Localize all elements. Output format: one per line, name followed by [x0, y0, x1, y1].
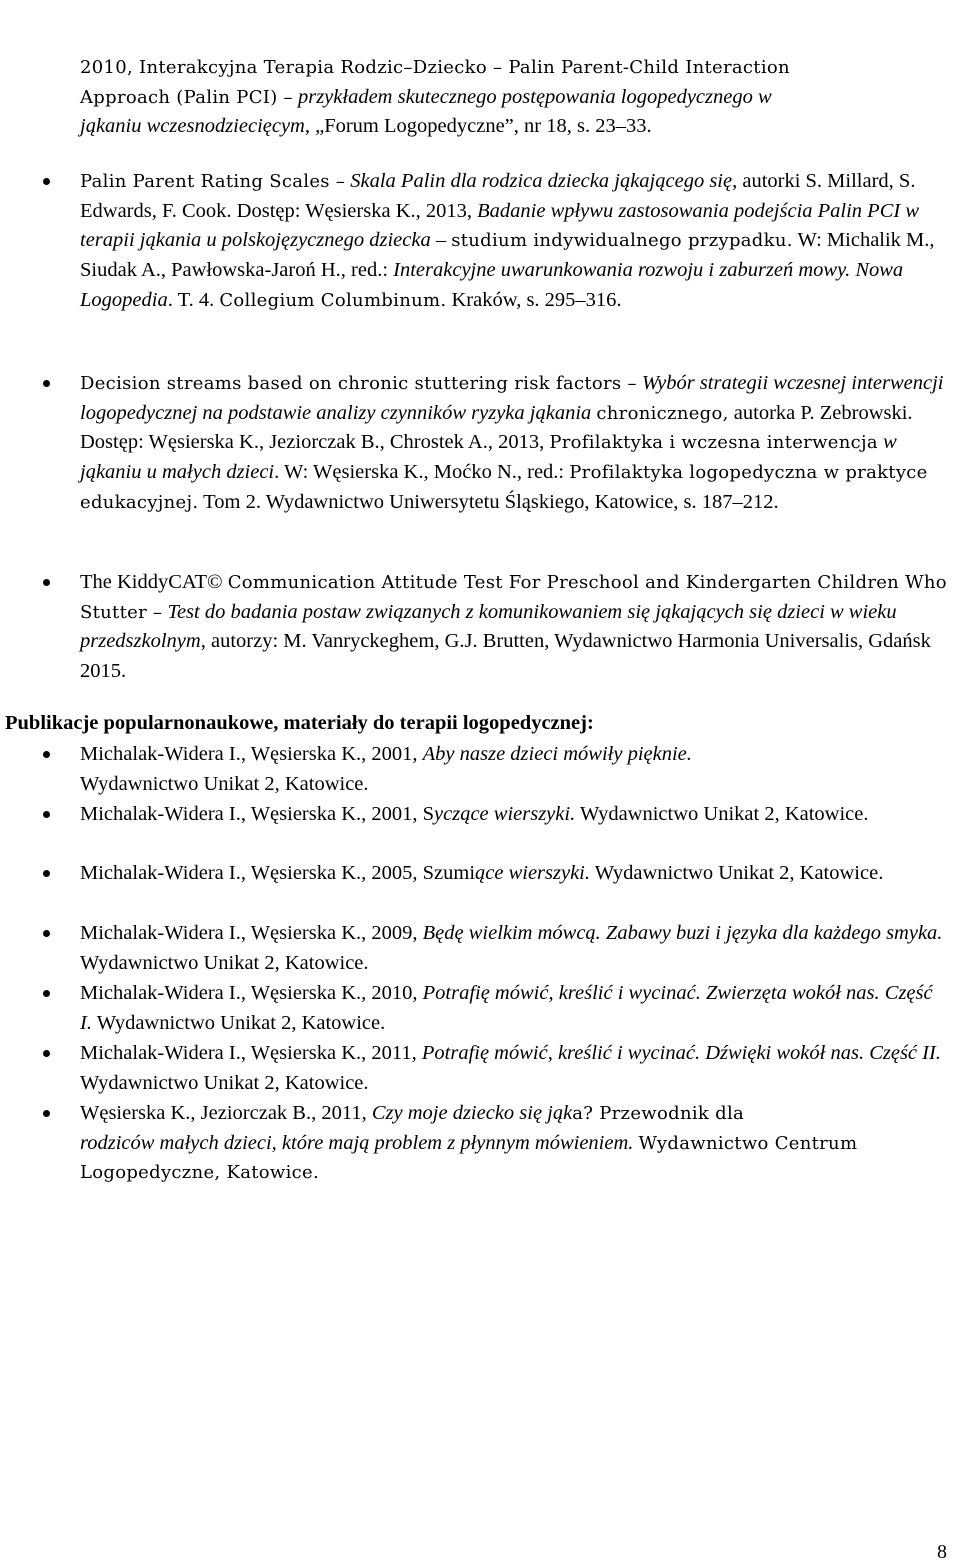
list-item [80, 167, 948, 316]
item-title: Test do badania postaw związanych z komunikowaniem się jąkających się dzieci w wieku przedszkolnym [80, 600, 897, 653]
item-text: Michalak-Widera I., Węsierska K., 2001, [80, 743, 418, 765]
item-text: Communication Attitude Test For Preschool and Kindergarten Children Who Stutter – [80, 572, 947, 623]
continued-entry-italic: jąkaniu wczesnodziecięcym, [80, 115, 310, 138]
item-text: . W: Węsierska K., Moćko N., red.: [274, 461, 565, 484]
item-text: , autorzy: M. Vanryckeghem, G.J. Brutten, Wydawnictwo Harmonia Universalis, Gdańsk 2015. [80, 630, 931, 683]
item-title: ące wierszyki. [475, 862, 591, 884]
bullet-icon [43, 990, 50, 997]
bullet-icon [43, 380, 50, 387]
item-text: The KiddyCAT© [80, 571, 223, 593]
bullet-icon [43, 870, 50, 877]
item-title: Interakcyjne uwarunkowania rozwoju i zaburzeń mowy. Nowa Logopedia [80, 259, 904, 311]
item-text: Profilaktyka i wczesna interwencja [549, 432, 878, 454]
item-title: Potrafię mówić, kreślić i wycinać. Dźwięki wokół nas. Część II. [421, 1042, 941, 1064]
item-text: . T. 4. [167, 288, 215, 311]
item-text: Collegium Columbinum. [219, 289, 447, 311]
item-title: yczące wierszyki. [434, 803, 576, 825]
list-item [80, 800, 948, 830]
item-title: Skala Palin dla rodzica dziecka jąkającego się [350, 170, 733, 192]
bullet-icon [43, 751, 50, 758]
item-text: chronicznego, [596, 402, 729, 424]
item-text: Michalak-Widera I., Węsierska K., 2010, [80, 982, 418, 1004]
item-text: autorka P. Zebrowski. Dostęp: Węsierska K., Jeziorczak B., Chrostek A., 2013, [80, 401, 913, 454]
list-item [80, 859, 948, 889]
item-title: Czy moje dziecko się jąk [371, 1102, 573, 1124]
bullet-icon [43, 579, 50, 586]
item-title: rodziców małych dzieci, które mają problem z płynnym mówieniem. [80, 1131, 634, 1154]
bullet-icon [43, 1110, 50, 1117]
item-text: Michalak-Widera I., Węsierska K., 2011, [80, 1042, 417, 1064]
continued-entry-line: 2010, Interakcyjna Terapia Rodzic–Dziecko – Palin Parent-Child Interaction [80, 57, 790, 78]
list-item [80, 369, 948, 518]
list-item [80, 919, 948, 978]
continued-entry-text: Approach (Palin PCI) – [80, 86, 293, 108]
item-text: Michalak-Widera I., Węsierska K., 2009, [80, 922, 418, 944]
item-text: Wydawnictwo Centrum Logopedyczne, Katowice. [80, 1132, 858, 1184]
item-text: Michalak-Widera I., Węsierska K., 2005, Szumi [80, 862, 476, 884]
item-title: Aby nasze dzieci mówiły pięknie. [422, 743, 692, 765]
item-text: Profilaktyka logopedyczna w praktyce edukacyjnej. [80, 462, 928, 513]
item-title: Potrafię mówić, kreślić i wycinać. Zwierzęta wokół nas. Część I. [80, 982, 933, 1034]
bullet-icon [43, 930, 50, 937]
item-text: Wydawnictwo Unikat 2, Katowice. [80, 772, 369, 795]
continued-entry-source: „Forum Logopedyczne”, nr 18, s. 23–33. [315, 115, 652, 138]
item-title: Wybór strategii wczesnej interwencji logopedycznej na podstawie analizy czynników ryzyka jąkania [80, 372, 944, 424]
continued-entry-italic: przykładem skutecznego postępowania logopedycznego w [297, 85, 772, 108]
item-text: Tom 2. Wydawnictwo Uniwersytetu Śląskiego, Katowice, s. 187–212. [203, 490, 779, 513]
bullet-icon [43, 811, 50, 818]
item-text: Wydawnictwo Unikat 2, Katowice. [594, 862, 884, 884]
item-text: Kraków, s. 295–316. [451, 288, 622, 311]
list-item [80, 568, 948, 687]
item-text: Wydawnictwo Unikat 2, Katowice. [96, 1011, 386, 1034]
continued-entry [80, 53, 948, 142]
item-text: Palin Parent Rating Scales – [80, 171, 346, 192]
item-text: Wydawnictwo Unikat 2, Katowice. [80, 951, 369, 974]
item-text: Michalak-Widera I., Węsierska K., 2001, S [80, 803, 435, 825]
item-title: Badanie wpływu zastosowania podejścia Palin PCI w terapii jąkania u polskojęzycznego dziecka – [80, 199, 920, 252]
list-item [80, 740, 948, 799]
list-item [80, 1039, 948, 1098]
section-heading: Publikacje popularnonaukowe, materiały do terapii logopedycznej: [5, 712, 594, 734]
item-title: Będę wielkim mówcą. Zabawy buzi i języka dla każdego smyka. [422, 922, 943, 944]
page-number: 8 [937, 1541, 947, 1563]
item-text: a? Przewodnik dla [572, 1103, 745, 1124]
item-text: Decision streams based on chronic stuttering risk factors – [80, 373, 637, 394]
list-item [80, 979, 948, 1038]
item-text: Wydawnictwo Unikat 2, Katowice. [579, 803, 869, 825]
item-text: Węsierska K., Jeziorczak B., 2011, [80, 1102, 367, 1124]
bullet-icon [43, 1050, 50, 1057]
list-item [80, 1099, 948, 1188]
item-text: W: Michalik M., Siudak A., Pawłowska-Jaroń H., red.: [80, 229, 935, 282]
item-text: , autorki S. Millard, S. Edwards, F. Cook. Dostęp: Węsierska K., 2013, [80, 170, 916, 222]
item-text: Wydawnictwo Unikat 2, Katowice. [80, 1071, 369, 1094]
item-title: w jąkaniu u małych dzieci [80, 431, 897, 484]
item-text: studium indywidualnego przypadku. [451, 230, 793, 252]
bullet-icon [43, 178, 50, 185]
